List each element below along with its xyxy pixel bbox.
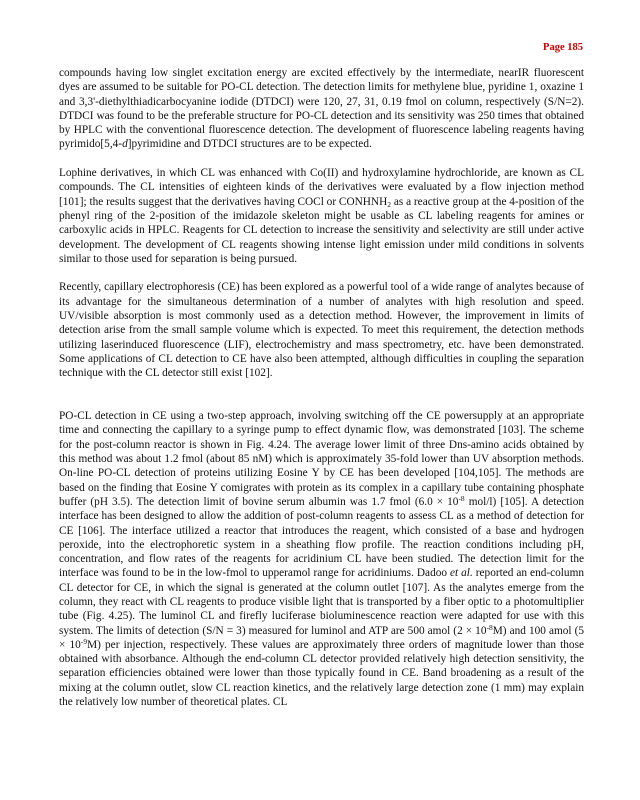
paragraph-capillary-electrophoresis: Recently, capillary electrophoresis (CE) has been explored as a powerful tool of a wide range of analytes because of its advantage for the simultaneous determination of a number of analytes with high resolution and speed. UV/visible absorption is most commonly used as a detection method. However, the improvement in limits of detection arise from the small sample volume which is expected. To meet this requirement, the detection methods utilizing laserinduced fluorescence (LIF), electrochemistry and mass spectrometry, etc. have been demonstrated. Some applications of CL detection to CE have also been attempted, although difficulties in coupling the separation technique with the CL detector still exist [102]. bbox=[59, 281, 584, 380]
paragraph-po-cl-nearir-dyes: compounds having low singlet excitation energy are excited effectively by the intermediate, nearIR fluorescent dyes are assumed to be suitable for PO-CL detection. The detection limits for methylene blue, pyridine 1, oxazine 1 and 3,3'-diethylthiadicarbocyanine iodide (DTDCI) were 120, 27, 31, 0.19 fmol on column, respectively (S/N=2). DTDCI was found to be the preferable structure for PO-CL detection and its sensitivity was 250 times that obtained by HPLC with the conventional fluorescence detection. The development of fluorescence labeling reagents having pyrimido[5,4-d]pyrimidine and DTDCI structures are to be expected. bbox=[59, 67, 584, 151]
page-number: Page 185 bbox=[543, 42, 583, 53]
paragraph-lophine-derivatives: Lophine derivatives, in which CL was enhanced with Co(II) and hydroxylamine hydrochloride, are known as CL compounds. The CL intensities of eighteen kinds of the derivatives were evaluated by a flow injection method [101]; the results suggest that the derivatives having COCl or $CONHNH_2$ as a reactive group at the 4-position of the phenyl ring of the 2-position of the imidazole skeleton might be usable as CL labeling reagents for amines or carboxylic acids in HPLC. Reagents for CL detection to increase the sensitivity and selectivity are still under active development. The development of CL reagents showing intense light emission under mild conditions in solvents similar to those used for separation is being pursued. bbox=[59, 167, 584, 265]
body-text bbox=[59, 66, 584, 709]
paragraph-po-cl-detection-in-ce: PO-CL detection in CE using a two-step approach, involving switching off the CE powersupply at an appropriate time and connecting the capillary to a syringe pump to effect dynamic flow, was demonstrated [103]. The scheme for the post-column reactor is shown in Fig. 4.24. The average lower limit of three Dns-amino acids obtained by this method was about 1.2 fmol (about 85 nM) which is approximately 35-fold lower than UV absorption methods. On-line PO-CL detection of proteins utilizing Eosine Y by CE has been developed [104,105]. The methods are based on the finding that Eosine Y comigrates with protein as its complex in a capillary tube containing phosphate buffer (pH 3.5). The detection limit of bovine serum albumin was 1.7 fmol ($6.0 \times 10^{-8}$ mol/l) [105]. A detection interface has been designed to allow the addition of post-column reagents to assess CL as a method of detection for CE [106]. The interface utilized a reactor that introduces the reagent, which consisted of a base and hydrogen peroxide, into the electrophoretic system in a sheathing flow profile. The reaction conditions including pH, concentration, and flow rates of the reagents for acridinium CL have been studied. The detection limit for the interface was found to be in the low-fmol to upperamol range for acridiniums. Dadoo et al. reported an end-column CL detector for CE, in which the signal is generated at the column outlet [107]. As the analytes emerge from the column, they react with CL reagents to produce visible light that is transported by a fiber optic to a photomultiplier tube (Fig. 4.25). The luminol CL and firefly luciferase bioluminescence reaction were adapted for use with this system. The limits of detection (S/N = 3) measured for luminol and ATP are 500 amol $(2 \times 10^{-8}M)$ and 100 amol $(5 \times 10^{-9}M)$ per injection, respectively. These values are approximately three orders of magnitude lower than those obtained with absorbance. Although the end-column CL detector provided relatively high detection sensitivity, the separation efficiencies obtained were lower than those typically found in CE. Band broadening as a result of the mixing at the column outlet, slow CL reaction kinetics, and the relatively large detection zone (1 mm) may explain the relatively low number of theoretical plates. CL bbox=[59, 410, 585, 709]
